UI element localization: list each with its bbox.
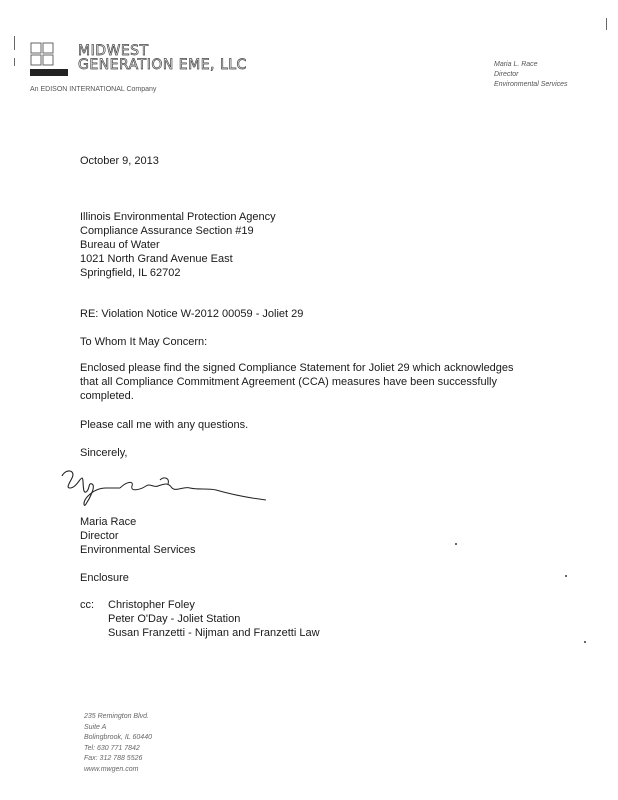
recipient-line: Compliance Assurance Section #19 — [80, 225, 254, 237]
signer-title: Director — [80, 530, 119, 542]
recipient-block — [80, 210, 276, 280]
scan-artifact — [565, 575, 567, 577]
footer-line: Tel: 630 771 7842 — [84, 744, 140, 752]
scan-artifact — [584, 641, 586, 643]
signer-name: Maria Race — [80, 516, 137, 528]
body-paragraph — [80, 361, 514, 403]
signer-block — [80, 515, 196, 557]
sender-block — [494, 60, 568, 90]
footer-address — [84, 712, 152, 775]
company-name-line1: MIDWEST — [78, 43, 149, 59]
company-logo — [30, 42, 68, 78]
sender-title: Director — [494, 71, 519, 78]
company-tagline: An EDISON INTERNATIONAL Company — [30, 86, 157, 93]
signature-image — [60, 464, 270, 516]
sender-dept: Environmental Services — [494, 81, 568, 88]
cc-list — [108, 598, 320, 640]
recipient-line: Illinois Environmental Protection Agency — [80, 211, 276, 223]
scan-artifact — [14, 58, 15, 66]
company-name — [78, 44, 258, 72]
scan-artifact — [606, 18, 607, 30]
sender-name: Maria L. Race — [494, 61, 538, 68]
recipient-line: Bureau of Water — [80, 239, 160, 251]
cc-label: cc: — [80, 599, 95, 611]
letter-date: October 9, 2013 — [80, 155, 159, 167]
scan-artifact — [455, 543, 457, 545]
closing: Sincerely, — [80, 447, 128, 459]
cc-recipient: Peter O'Day - Joliet Station — [108, 613, 241, 625]
footer-line: 235 Remington Blvd. — [84, 713, 149, 720]
subject-line: RE: Violation Notice W-2012 00059 - Joliet 29 — [80, 308, 304, 320]
cc-recipient: Christopher Foley — [108, 599, 195, 611]
recipient-line: Springfield, IL 62702 — [80, 267, 181, 279]
body-line: Enclosed please find the signed Compliance Statement for Joliet 29 which acknowledges — [80, 362, 514, 374]
cc-recipient: Susan Franzetti - Nijman and Franzetti Law — [108, 627, 320, 639]
company-name-line2: GENERATION EME, LLC — [78, 57, 247, 73]
recipient-line: 1021 North Grand Avenue East — [80, 253, 233, 265]
salutation: To Whom It May Concern: — [80, 336, 208, 348]
footer-line: Bolingbrook, IL 60440 — [84, 734, 152, 741]
signer-dept: Environmental Services — [80, 544, 196, 556]
footer-line: Suite A — [84, 723, 107, 731]
body-line: completed. — [80, 390, 134, 402]
footer-line: Fax: 312 788 5526 — [84, 755, 143, 762]
body-line: that all Compliance Commitment Agreement (CCA) measures have been successfully — [80, 376, 497, 388]
footer-line: www.mwgen.com — [84, 765, 139, 773]
scan-artifact — [14, 36, 15, 50]
closing-request: Please call me with any questions. — [80, 419, 249, 431]
enclosure-note: Enclosure — [80, 572, 129, 584]
